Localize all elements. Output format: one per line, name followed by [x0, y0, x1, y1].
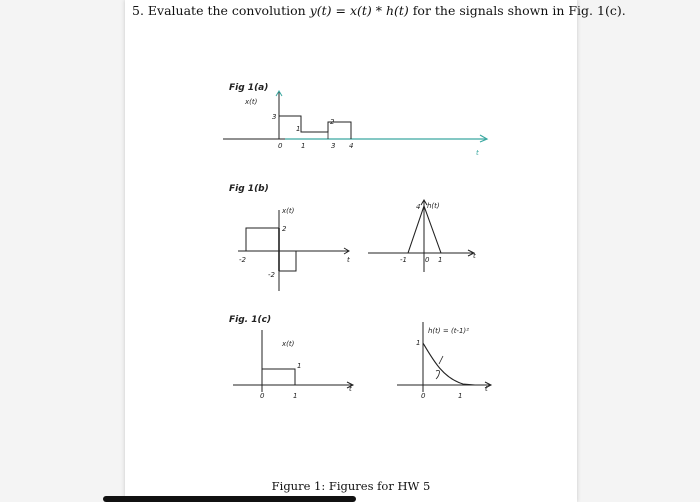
question-suffix: for the signals shown in Fig. 1(c). — [412, 3, 626, 18]
fig-1c-h-value-1: 1 — [416, 339, 421, 347]
fig-1c-label: Fig. 1(c) — [229, 315, 272, 325]
fig-1b-h-axis-label: t — [473, 252, 476, 260]
fig-1c-h-curve — [423, 343, 475, 385]
fig-1b-h-signal-label: h(t) — [427, 202, 440, 210]
fig-1c-h-axis-label: t — [485, 385, 488, 393]
fig-1b-h-tick-neg1: -1 — [400, 256, 407, 264]
fig-1b-x-axis-label: t — [347, 256, 350, 264]
figure-caption: Figure 1: Figures for HW 5 — [271, 479, 431, 493]
figure-1b — [229, 184, 476, 291]
fig-1c-x-tick-1: 1 — [293, 392, 298, 400]
question-prefix: Evaluate the convolution — [147, 3, 306, 18]
convolution-equation: y(t) = x(t) * h(t) — [309, 3, 409, 18]
figure-1c — [229, 315, 491, 400]
fig-1a-tick-4: 4 — [349, 142, 354, 150]
fig-1a-tick-1: 1 — [301, 142, 306, 150]
document-page — [125, 0, 626, 502]
figure-1a — [223, 83, 487, 157]
fig-1b-h-tick-0: 0 — [425, 256, 430, 264]
fig-1a-tick-3: 3 — [331, 142, 336, 150]
fig-1c-x-signal — [262, 369, 295, 385]
fig-1a-signal — [279, 116, 351, 139]
fig-1b-x-signal-negative — [279, 251, 296, 271]
fig-1a-axis-label: t — [476, 149, 479, 157]
fig-1b-x-tick-neg2: -2 — [239, 256, 246, 264]
fig-1c-h-signal-label: h(t) = (t-1)² — [428, 327, 469, 335]
fig-1c-x-signal-label: x(t) — [282, 340, 295, 348]
handwritten-figures — [125, 0, 577, 502]
fig-1a-value-1: 1 — [296, 125, 301, 133]
fig-1b-h-tick-1: 1 — [438, 256, 443, 264]
fig-1c-x-axis-label: t — [349, 385, 352, 393]
fig-1b-x-signal-positive — [246, 228, 279, 251]
fig-1a-signal-label: x(t) — [245, 98, 258, 106]
fig-1a-value-2: 2 — [330, 118, 335, 126]
fig-1b-x-value-neg2: -2 — [268, 271, 275, 279]
question-number: 5. — [132, 3, 144, 18]
fig-1c-x-value-1: 1 — [297, 362, 302, 370]
fig-1b-h-peak-label: 4 — [416, 203, 421, 211]
fig-1c-h-tick-0: 0 — [421, 392, 426, 400]
fig-1a-label: Fig 1(a) — [229, 83, 269, 93]
fig-1b-x-value-2: 2 — [282, 225, 287, 233]
fig-1c-h-tick-1: 1 — [458, 392, 463, 400]
fig-1b-x-signal-label: x(t) — [282, 207, 295, 215]
home-indicator[interactable] — [103, 496, 356, 502]
fig-1c-x-tick-0: 0 — [260, 392, 265, 400]
fig-1a-value-3: 3 — [272, 113, 277, 121]
fig-1a-tick-0: 0 — [278, 142, 283, 150]
fig-1b-label: Fig 1(b) — [229, 184, 269, 194]
